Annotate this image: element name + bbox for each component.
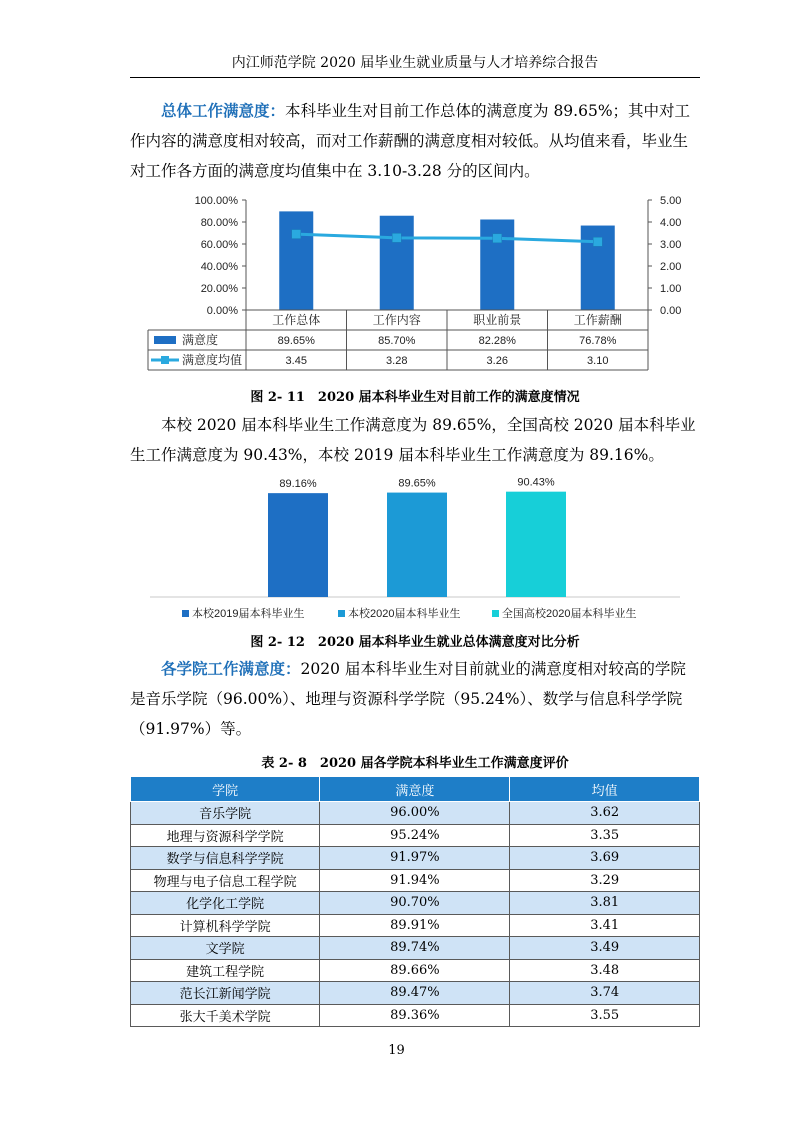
overall-satisfaction-lead: 总体工作满意度： bbox=[161, 101, 286, 120]
legend-label: 本校2019届本科毕业生 bbox=[192, 608, 305, 620]
college-name: 化学化工学院 bbox=[131, 892, 320, 915]
satisfaction-value: 89.47% bbox=[320, 982, 510, 1005]
table-row bbox=[131, 847, 700, 870]
legend-label-bar: 满意度 bbox=[182, 333, 219, 347]
right-tick-label: 2.00 bbox=[660, 261, 682, 273]
paragraph-overall-satisfaction bbox=[130, 96, 700, 186]
bar-value-label: 85.70% bbox=[378, 335, 416, 347]
left-tick-label: 40.00% bbox=[200, 261, 238, 273]
line-point-0 bbox=[292, 230, 301, 239]
bar-satisfaction-1 bbox=[380, 216, 414, 310]
mean-value-label: 3.28 bbox=[386, 355, 408, 367]
line-mean bbox=[296, 234, 598, 242]
mean-value: 3.49 bbox=[510, 937, 700, 960]
mean-value-label: 3.45 bbox=[285, 355, 307, 367]
legend-swatch bbox=[492, 610, 499, 617]
legend-label-line: 满意度均值 bbox=[182, 353, 243, 367]
mean-value: 3.41 bbox=[510, 914, 700, 937]
page-number: 19 bbox=[388, 1043, 405, 1058]
table-header-row bbox=[131, 777, 700, 802]
legend-label: 本校2020届本科毕业生 bbox=[348, 608, 461, 620]
table-row bbox=[131, 1004, 700, 1027]
satisfaction-value: 96.00% bbox=[320, 802, 510, 825]
left-tick-label: 0.00% bbox=[206, 305, 238, 317]
mean-value-label: 3.26 bbox=[486, 355, 508, 367]
mean-value: 3.35 bbox=[510, 824, 700, 847]
category-label: 工作薪酬 bbox=[573, 313, 622, 327]
paragraph-college-satisfaction bbox=[130, 654, 700, 744]
table-row bbox=[131, 802, 700, 825]
college-name: 地理与资源科学学院 bbox=[131, 824, 320, 847]
college-name: 张大千美术学院 bbox=[131, 1004, 320, 1027]
mean-value: 3.62 bbox=[510, 802, 700, 825]
legend-swatch bbox=[182, 610, 189, 617]
satisfaction-value: 89.66% bbox=[320, 959, 510, 982]
college-name: 范长江新闻学院 bbox=[131, 982, 320, 1005]
mean-value: 3.74 bbox=[510, 982, 700, 1005]
chart-job-satisfaction bbox=[130, 186, 700, 376]
bar-satisfaction-2 bbox=[480, 219, 514, 310]
comparison-bar-2 bbox=[506, 492, 566, 597]
bar-satisfaction-0 bbox=[279, 211, 313, 310]
legend-label: 全国高校2020届本科毕业生 bbox=[502, 608, 637, 620]
college-satisfaction-lead: 各学院工作满意度： bbox=[161, 659, 301, 678]
legend-key-marker bbox=[161, 356, 169, 364]
chart-satisfaction-comparison bbox=[130, 473, 700, 625]
mean-value: 3.29 bbox=[510, 869, 700, 892]
line-point-2 bbox=[493, 234, 502, 243]
header-satisfaction: 满意度 bbox=[320, 777, 510, 802]
table-row bbox=[131, 914, 700, 937]
bar-value-label: 82.28% bbox=[478, 335, 516, 347]
comparison-bar-label: 89.16% bbox=[279, 478, 317, 491]
left-tick-label: 20.00% bbox=[200, 283, 238, 295]
table-row bbox=[131, 937, 700, 960]
left-tick-label: 100.00% bbox=[194, 195, 238, 207]
overall-satisfaction-text: 本科毕业生对目前工作总体的满意度为 89.65%；其中对工作内容的满意度相对较高，而对工作薪酬的满意度相对较低。从均值来看，毕业生对工作各方面的满意度均值集中在 3.10-3.28 分的区间内。 bbox=[130, 102, 691, 180]
comparison-text: 本校 2020 届本科毕业生工作满意度为 89.65%，全国高校 2020 届本科毕业生工作满意度为 90.43%，本校 2019 届本科毕业生工作满意度为 89.16%。 bbox=[130, 416, 696, 464]
page-header: 内江师范学院 2020 届毕业生就业质量与人才培养综合报告 bbox=[130, 52, 700, 78]
mean-value: 3.48 bbox=[510, 959, 700, 982]
table-2-8-caption: 表 2- 8 2020 届各学院本科毕业生工作满意度评价 bbox=[261, 756, 569, 771]
line-point-1 bbox=[392, 233, 401, 242]
satisfaction-value: 89.91% bbox=[320, 914, 510, 937]
category-label: 职业前景 bbox=[473, 313, 522, 327]
header-mean: 均值 bbox=[510, 777, 700, 802]
table-row bbox=[131, 892, 700, 915]
table-row bbox=[131, 869, 700, 892]
college-name: 物理与电子信息工程学院 bbox=[131, 869, 320, 892]
figure-2-11-caption: 图 2- 11 2020 届本科毕业生对目前工作的满意度情况 bbox=[250, 390, 580, 405]
satisfaction-value: 89.74% bbox=[320, 937, 510, 960]
right-tick-label: 3.00 bbox=[660, 239, 682, 251]
legend-key-bar bbox=[154, 336, 176, 344]
right-tick-label: 0.00 bbox=[660, 305, 682, 317]
comparison-bar-label: 89.65% bbox=[398, 477, 436, 490]
left-tick-label: 80.00% bbox=[200, 217, 238, 229]
comparison-bar-label: 90.43% bbox=[517, 476, 555, 489]
satisfaction-value: 91.94% bbox=[320, 869, 510, 892]
college-satisfaction-table bbox=[130, 776, 700, 1027]
header-college: 学院 bbox=[131, 777, 320, 802]
college-name: 数学与信息科学学院 bbox=[131, 847, 320, 870]
right-tick-label: 4.00 bbox=[660, 217, 682, 229]
college-name: 计算机科学学院 bbox=[131, 914, 320, 937]
paragraph-comparison bbox=[130, 410, 700, 470]
line-point-3 bbox=[593, 237, 602, 246]
table-row bbox=[131, 824, 700, 847]
category-label: 工作内容 bbox=[372, 313, 421, 327]
left-tick-label: 60.00% bbox=[200, 239, 238, 251]
college-satisfaction-text: 2020 届本科毕业生对目前就业的满意度相对较高的学院是音乐学院（96.00%）、地理与资源科学学院（95.24%）、数学与信息科学学院（91.97%）等。 bbox=[130, 660, 686, 738]
bar-value-label: 76.78% bbox=[579, 335, 617, 347]
table-row bbox=[131, 982, 700, 1005]
comparison-bar-0 bbox=[268, 493, 328, 597]
mean-value-label: 3.10 bbox=[587, 355, 609, 367]
satisfaction-value: 95.24% bbox=[320, 824, 510, 847]
category-label: 工作总体 bbox=[272, 313, 321, 327]
comparison-bar-1 bbox=[387, 493, 447, 597]
satisfaction-value: 89.36% bbox=[320, 1004, 510, 1027]
figure-2-12-caption: 图 2- 12 2020 届本科毕业生就业总体满意度对比分析 bbox=[250, 635, 580, 650]
right-tick-label: 5.00 bbox=[660, 195, 682, 207]
mean-value: 3.55 bbox=[510, 1004, 700, 1027]
table-row bbox=[131, 959, 700, 982]
right-tick-label: 1.00 bbox=[660, 283, 682, 295]
legend-swatch bbox=[338, 610, 345, 617]
satisfaction-value: 90.70% bbox=[320, 892, 510, 915]
mean-value: 3.69 bbox=[510, 847, 700, 870]
college-name: 建筑工程学院 bbox=[131, 959, 320, 982]
college-name: 音乐学院 bbox=[131, 802, 320, 825]
satisfaction-value: 91.97% bbox=[320, 847, 510, 870]
mean-value: 3.81 bbox=[510, 892, 700, 915]
college-name: 文学院 bbox=[131, 937, 320, 960]
bar-value-label: 89.65% bbox=[277, 335, 315, 347]
